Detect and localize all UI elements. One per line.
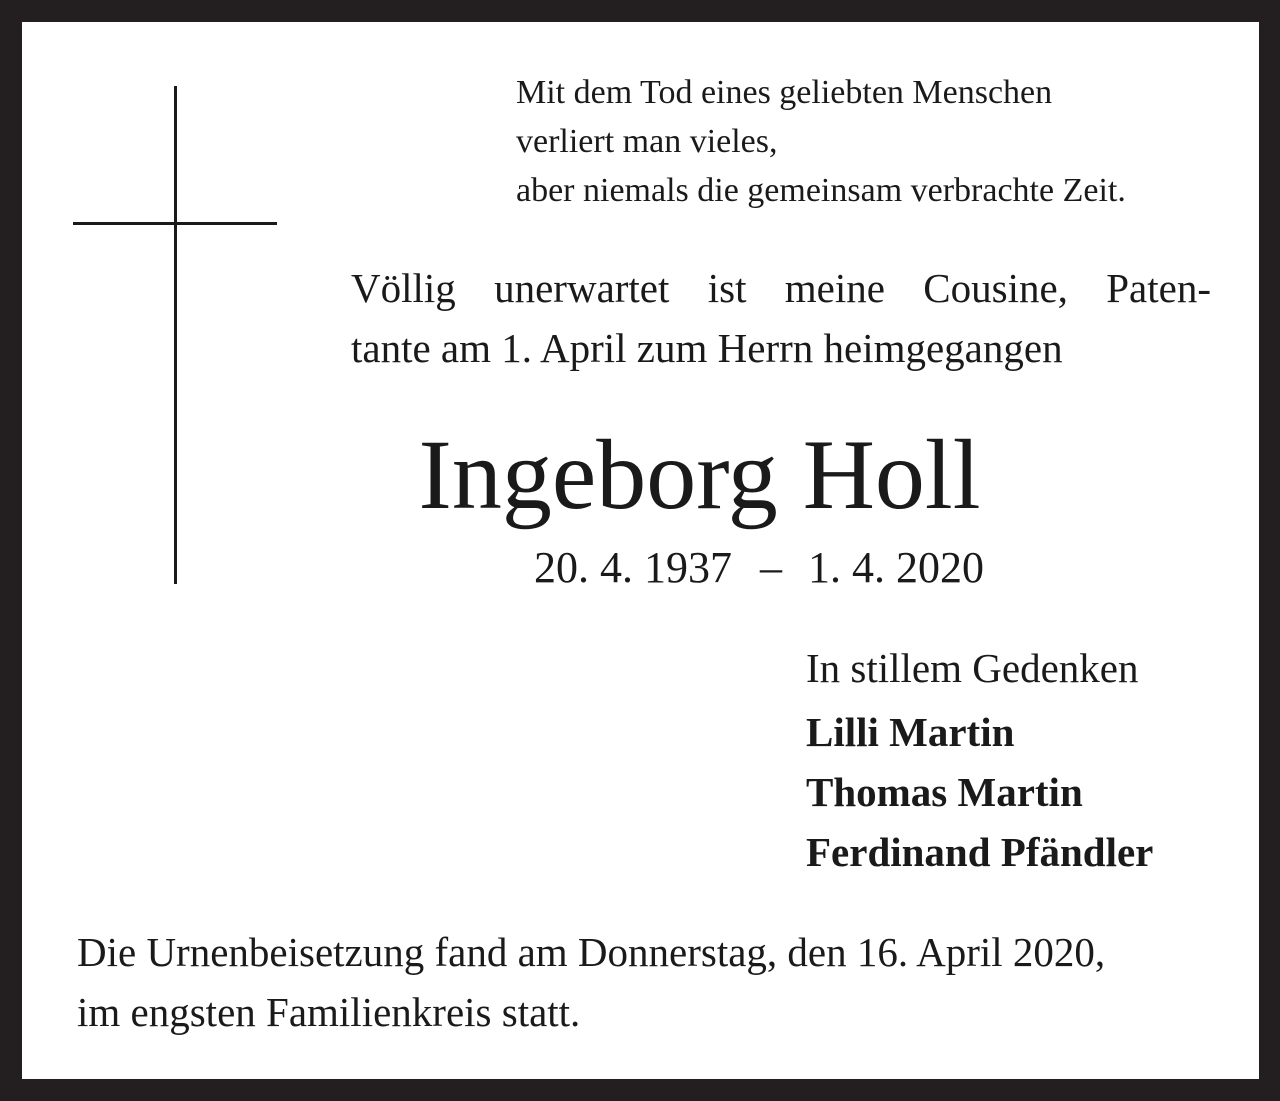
quote-line: verliert man vieles, (516, 123, 778, 160)
cross-horizontal-beam (73, 222, 277, 225)
birth-date: 20. 4. 1937 (534, 543, 732, 592)
quote-line: Mit dem Tod eines geliebten Menschen (516, 74, 1053, 111)
obituary-notice (22, 22, 1259, 1079)
announcement-line: tante am 1. April zum Herrn heimgegangen (351, 325, 1063, 371)
burial-note (77, 922, 1217, 1042)
mourner-name: Thomas Martin (806, 769, 1083, 815)
date-separator: – (760, 543, 782, 592)
deceased-name: Ingeborg Holl (418, 419, 981, 530)
death-date: 1. 4. 2020 (808, 543, 984, 592)
memorial-heading: In stillem Gedenken (806, 645, 1139, 691)
burial-note-line: Die Urnenbeisetzung fand am Donnerstag, den 16. April 2020, (77, 929, 1106, 975)
mourner-name: Ferdinand Pfändler (806, 829, 1154, 875)
mourner-name: Lilli Martin (806, 709, 1015, 755)
memorial-quote (516, 68, 1236, 215)
announcement-text (351, 258, 1211, 378)
life-dates (534, 540, 984, 596)
burial-note-line: im engsten Familienkreis statt. (77, 989, 581, 1035)
quote-line: aber niemals die gemeinsam verbrachte Zeit. (516, 172, 1126, 209)
announcement-line: Völlig unerwartet ist meine Cousine, Paten- (351, 265, 1211, 311)
mourner-list (806, 702, 1153, 882)
